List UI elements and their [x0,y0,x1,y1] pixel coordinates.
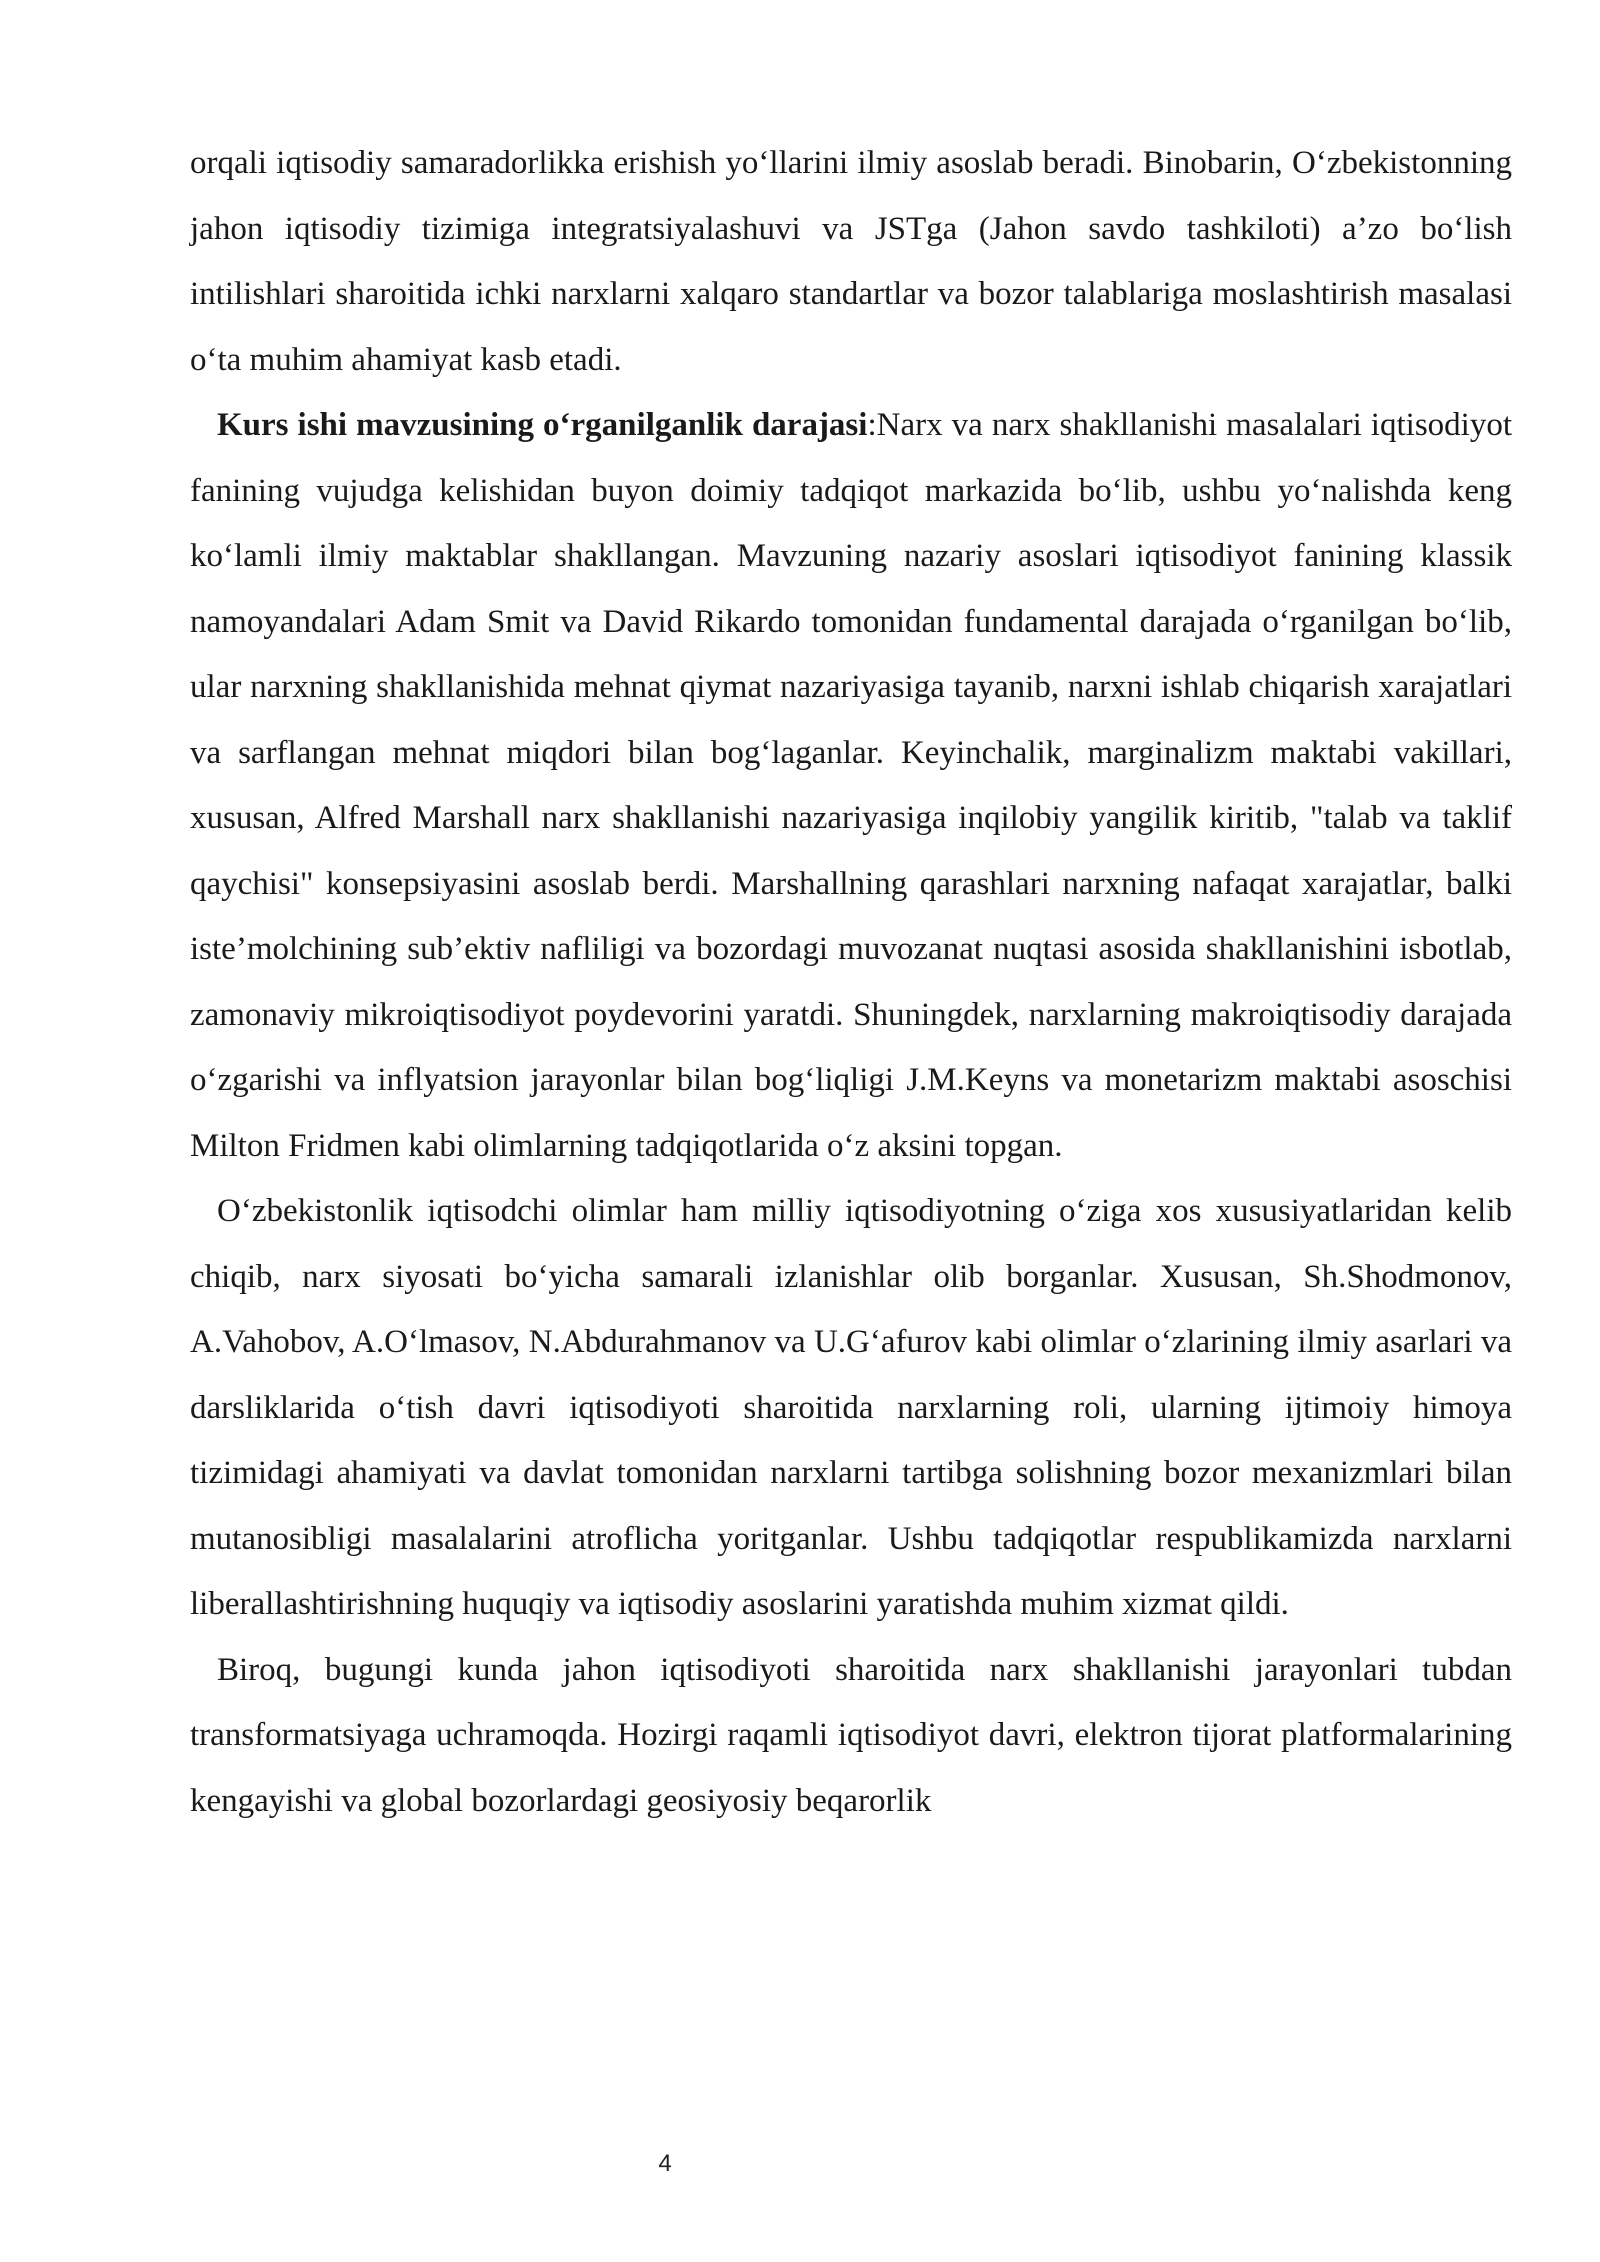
page-number: 4 [658,2150,672,2177]
paragraph-uzbek-scholars [190,1179,1512,1638]
paragraph-text: orqali iqtisodiy samaradorlikka erishish yo‘llarini ilmiy asoslab beradi. Binobarin, O‘zbekistonning jahon iqtisodiy tizimiga integratsiyalashuvi va JSTga (Jahon savdo tashkiloti) a’zo bo‘lish intilishlari sharoitida ichki narxlarni xalqaro standartlar va bozor talablariga moslashtirish masalasi o‘ta muhim ahamiyat kasb etadi. [190,145,1512,378]
document-body [190,131,1512,1834]
section-heading: Kurs ishi mavzusining o‘rganilganlik darajasi [217,407,868,443]
paragraph-text: Biroq, bugungi kunda jahon iqtisodiyoti sharoitida narx shakllanishi jarayonlari tubdan transformatsiyaga uchramoqda. Hozirgi raqamli iqtisodiyot davri, elektron tijorat platformalarining kengayishi va global bozorlardagi geosiyosiy beqarorlik [190,1651,1512,1819]
paragraph-current-conditions [190,1638,1512,1835]
paragraph-text: :Narx va narx shakllanishi masalalari iqtisodiyot fanining vujudga kelishidan buyon doimiy tadqiqot markazida bo‘lib, ushbu yo‘nalishda keng ko‘lamli ilmiy maktablar shakllangan. Mavzuning nazariy asoslari iqtisodiyot fanining klassik namoyandalari Adam Smit va David Rikardo tomonidan fundamental darajada o‘rganilgan bo‘lib, ular narxning shakllanishida mehnat qiymat nazariyasiga tayanib, narxni ishlab chiqarish xarajatlari va sarflangan mehnat miqdori bilan bog‘laganlar. Keyinchalik, marginalizm maktabi vakillari, xususan, Alfred Marshall narx shakllanishi nazariyasiga inqilobiy yangilik kiritib, "talab va taklif qaychisi" konsepsiyasini asoslab berdi. Marshallning qarashlari narxning nafaqat xarajatlar, balki iste’molchining sub’ektiv nafliligi va bozordagi muvozanat nuqtasi asosida shakllanishini isbotlab, zamonaviy mikroiqtisodiyot poydevorini yaratdi. Shuningdek, narxlarning makroiqtisodiy darajada o‘zgarishi va inflyatsion jarayonlar bilan bog‘liqligi J.M.Keyns va monetarizm maktabi asoschisi Milton Fridmen kabi olimlarning tadqiqotlarida o‘z aksini topgan. [190,407,1512,1164]
paragraph-continuation [190,131,1512,393]
paragraph-text: O‘zbekistonlik iqtisodchi olimlar ham milliy iqtisodiyotning o‘ziga xos xususiyatlaridan kelib chiqib, narx siyosati bo‘yicha samarali izlanishlar olib borganlar. Xususan, Sh.Shodmonov, A.Vahobov, A.O‘lmasov, N.Abdurahmanov va U.G‘afurov kabi olimlar o‘zlarining ilmiy asarlari va darsliklarida o‘tish davri iqtisodiyoti sharoitida narxlarning roli, ularning ijtimoiy himoya tizimidagi ahamiyati va davlat tomonidan narxlarni tartibga solishning bozor mexanizmlari bilan mutanosibligi masalalarini atroflicha yoritganlar. Ushbu tadqiqotlar respublikamizda narxlarni liberallashtirishning huquqiy va iqtisodiy asoslarini yaratishda muhim xizmat qildi. [190,1193,1512,1622]
paragraph-study-level [190,393,1512,1179]
